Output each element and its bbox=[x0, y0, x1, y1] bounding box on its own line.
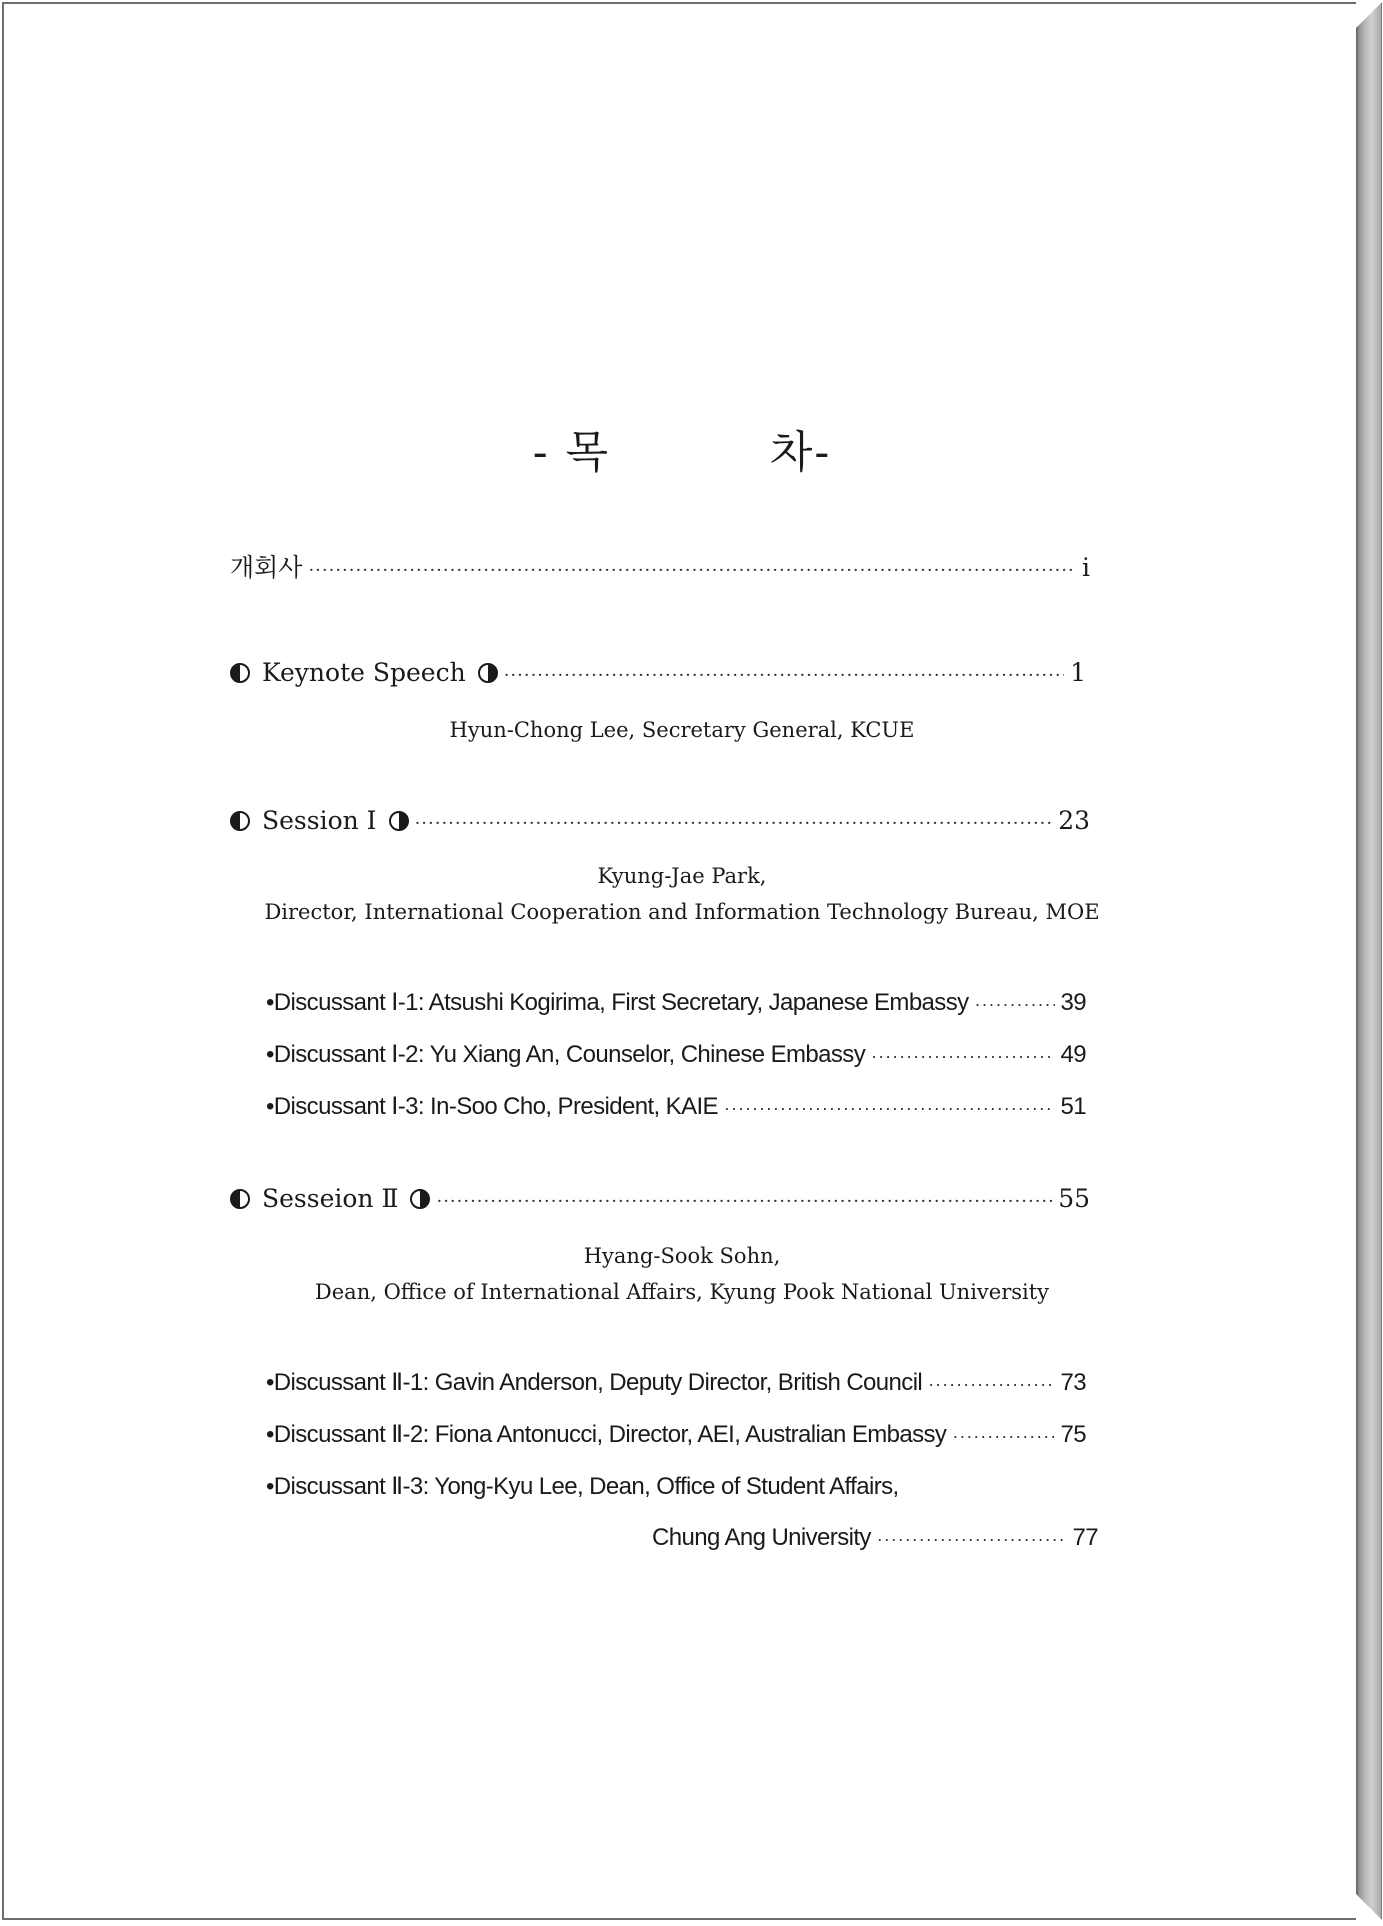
dot-leader bbox=[504, 665, 1064, 686]
dot-leader bbox=[308, 560, 1076, 581]
section-name: Session Ⅰ bbox=[262, 806, 377, 835]
section-name: Sesseion Ⅱ bbox=[262, 1184, 399, 1213]
toc-entry-discussant bbox=[266, 1092, 1086, 1121]
toc-entry-label: •Discussant Ⅱ-2: Fiona Antonucci, Director, AEI, Australian Embassy bbox=[266, 1421, 947, 1448]
toc-entry-page: 73 bbox=[1060, 1369, 1086, 1396]
dot-leader bbox=[724, 1098, 1055, 1119]
keynote-speaker: Hyun-Chong Lee, Secretary General, KCUE bbox=[449, 718, 915, 742]
half-filled-circle-right-icon bbox=[410, 1189, 430, 1209]
page-title: - 목 차- bbox=[532, 427, 832, 478]
section-name: Keynote Speech bbox=[262, 658, 466, 687]
toc-entry-page: 55 bbox=[1058, 1184, 1090, 1213]
session-1-presenter-title: Director, International Cooperation and Information Technology Bureau, MOE bbox=[264, 900, 1100, 924]
toc-entry-label bbox=[230, 806, 409, 835]
dot-leader bbox=[871, 1046, 1054, 1067]
half-filled-circle-right-icon bbox=[478, 663, 498, 683]
toc-entry-page: 77 bbox=[1072, 1524, 1098, 1551]
toc-entry-page: 49 bbox=[1060, 1041, 1086, 1068]
dot-leader bbox=[975, 994, 1055, 1015]
toc-entry-session-2 bbox=[230, 1184, 1090, 1213]
dot-leader bbox=[415, 813, 1053, 834]
toc-entry-label: Chung Ang University bbox=[652, 1524, 871, 1551]
toc-entry-page: 51 bbox=[1060, 1093, 1086, 1120]
toc-entry-discussant bbox=[266, 1420, 1086, 1449]
toc-entry-page: i bbox=[1082, 553, 1090, 582]
toc-entry-label bbox=[230, 658, 498, 687]
dot-leader bbox=[928, 1374, 1054, 1395]
page-corner-bottom bbox=[1356, 1894, 1382, 1920]
toc-entry-page: 39 bbox=[1060, 989, 1086, 1016]
toc-entry-discussant bbox=[266, 1368, 1086, 1397]
toc-entry-label: •Discussant Ⅰ-3: In-Soo Cho, President, KAIE bbox=[266, 1093, 718, 1120]
toc-entry-label: •Discussant Ⅰ-1: Atsushi Kogirima, First Secretary, Japanese Embassy bbox=[266, 989, 969, 1016]
session-1-presenter-name: Kyung-Jae Park, bbox=[597, 864, 767, 888]
session-2-presenter-name: Hyang-Sook Sohn, bbox=[583, 1244, 781, 1268]
toc-entry-discussant bbox=[266, 1472, 1086, 1501]
toc-entry-session-1 bbox=[230, 806, 1090, 835]
toc-entry-label: •Discussant Ⅱ-1: Gavin Anderson, Deputy Director, British Council bbox=[266, 1369, 923, 1396]
toc-entry-discussant-continuation bbox=[652, 1524, 1098, 1552]
toc-entry-page: 23 bbox=[1058, 806, 1090, 835]
half-filled-circle-left-icon bbox=[230, 663, 250, 683]
half-filled-circle-right-icon bbox=[389, 811, 409, 831]
half-filled-circle-left-icon bbox=[230, 811, 250, 831]
document-page bbox=[2, 2, 1358, 1920]
toc-entry-page: 1 bbox=[1070, 658, 1086, 687]
dot-leader bbox=[877, 1529, 1067, 1550]
toc-entry-label: •Discussant Ⅰ-2: Yu Xiang An, Counselor, Chinese Embassy bbox=[266, 1041, 866, 1068]
toc-entry-label bbox=[230, 1184, 430, 1213]
dot-leader bbox=[952, 1426, 1054, 1447]
page-corner-top bbox=[1356, 2, 1382, 28]
toc-entry-opening bbox=[230, 548, 1090, 584]
session-2-presenter-title: Dean, Office of International Affairs, Kyung Pook National University bbox=[314, 1280, 1050, 1304]
toc-entry-discussant bbox=[266, 988, 1086, 1017]
half-filled-circle-left-icon bbox=[230, 1189, 250, 1209]
toc-entry-discussant bbox=[266, 1040, 1086, 1069]
toc-entry-keynote bbox=[230, 658, 1086, 687]
toc-entry-label: •Discussant Ⅱ-3: Yong-Kyu Lee, Dean, Office of Student Affairs, bbox=[266, 1473, 899, 1500]
toc-entry-label: 개회사 bbox=[230, 553, 303, 582]
page-stack-edge bbox=[1358, 2, 1382, 1920]
dot-leader bbox=[436, 1191, 1052, 1212]
toc-entry-page: 75 bbox=[1060, 1421, 1086, 1448]
